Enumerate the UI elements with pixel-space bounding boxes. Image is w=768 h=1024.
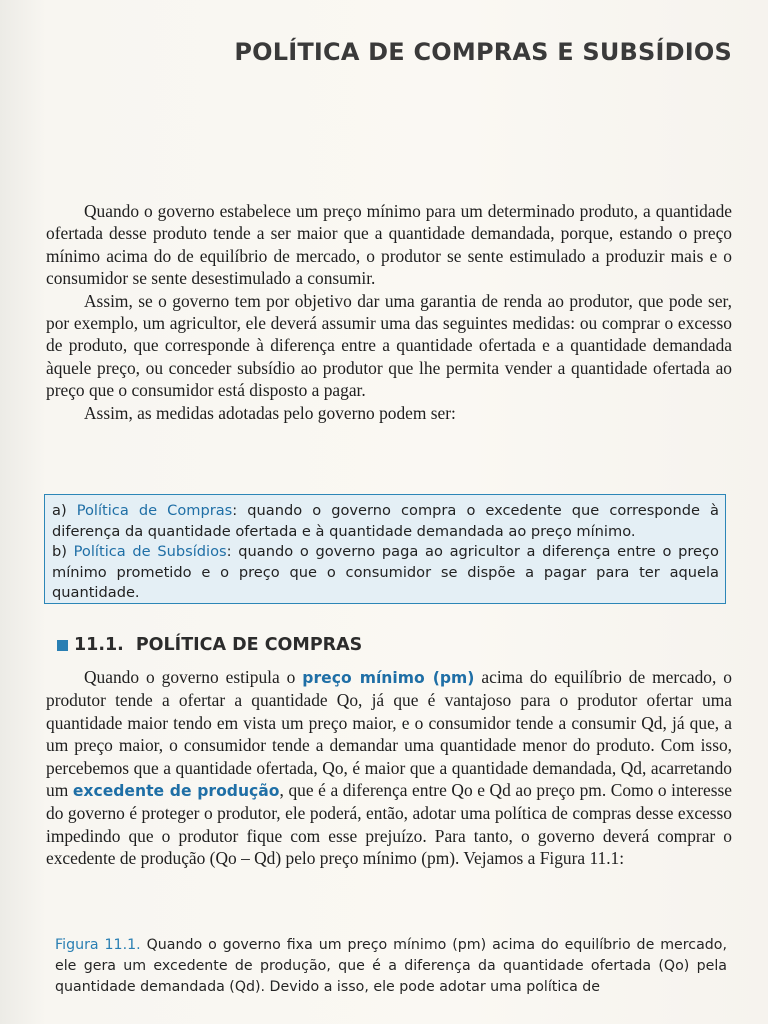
item-b-prefix: b) [52,543,74,561]
section-paragraph [46,666,732,870]
figure-label: Figura 11.1. [55,937,141,953]
section-title: POLÍTICA DE COMPRAS [135,635,363,655]
highlight-excedente-de-producao: excedente de produção [72,782,280,801]
figure-caption-text: Quando o governo fixa um preço mínimo (pm) acima do equilíbrio de mercado, ele gera um excedente de produção, que é a diferença da quantidade ofertada (Qo) pela quantidade demandada (Qd). Devido a isso, ele pode adotar uma política de [55,937,727,995]
figure-caption [55,935,727,998]
intro-paragraph-1: Quando o governo estabelece um preço mínimo para um determinado produto, a quantidade ofertada desse produto tende a ser maior que a quantidade demandada, porque, estando o preço mínimo acima do de equilíbrio de mercado, o produtor se sente estimulado a produzir mais e o consumidor se sente desestimulado a consumir. [46,201,732,289]
intro-paragraph-3: Assim, as medidas adotadas pelo governo podem ser: [84,402,456,423]
definition-item-compras [52,501,719,542]
intro-text [46,200,732,424]
item-a-text: : quando o governo compra o excedente que corresponde à diferença da quantidade ofertada e à quantidade demandada ao preço mínimo. [52,502,719,540]
square-bullet-icon [57,640,68,651]
term-politica-de-subsidios: Política de Subsídios [73,543,227,561]
section-text-3: , que é a diferença entre Qo e Qd ao preço pm. Como o interesse do governo é proteger o produtor, ele poderá, então, adotar uma política de compras desse excesso impedindo que o produtor fique com esse prejuízo. Para tanto, o governo deverá comprar o excedente de produção (Qo – Qd) pelo preço mínimo (pm). Vejamos a Figura 11.1: [46,780,732,869]
definition-item-subsidios [52,542,719,604]
section-number: 11.1. [74,635,124,655]
policy-definitions-box [44,494,726,604]
item-a-prefix: a) [52,502,77,519]
chapter-title: POLÍTICA DE COMPRAS E SUBSÍDIOS [234,38,732,66]
section-heading [57,635,362,655]
item-b-text: : quando o governo paga ao agricultor a diferença entre o preço mínimo prometido e o preço que o consumidor se dispõe a pagar para ter aquela quantidade. [52,543,719,602]
section-body [46,666,732,870]
term-politica-de-compras: Política de Compras [76,502,233,519]
highlight-preco-minimo: preço mínimo (pm) [302,669,475,687]
section-text-2: acima do equilíbrio de mercado, o produtor tende a ofertar a quantidade Qo, já que é vantajoso para o produtor ofertar uma quantidade maior tendo em vista um preço maior, e o consumidor tende a consumir Qd, já que, a um preço maior, o consumidor tende a demandar uma quantidade menor do produto. Com isso, percebemos que a quantidade ofertada, Qo, é maior que a quantidade demandada, Qd, acarretando um [46,667,732,801]
intro-paragraph-2: Assim, se o governo tem por objetivo dar uma garantia de renda ao produtor, que pode ser, por exemplo, um agricultor, ele deverá assumir uma das seguintes medidas: ou comprar o excesso de produto, que corresponde à diferença entre a quantidade ofertada e a quantidade demandada àquele preço, ou conceder subsídio ao produtor que lhe permita vender a quantidade ofertada ao preço que o consumidor está disposto a pagar. [46,290,732,401]
section-text-1: Quando o governo estipula o [84,667,303,687]
